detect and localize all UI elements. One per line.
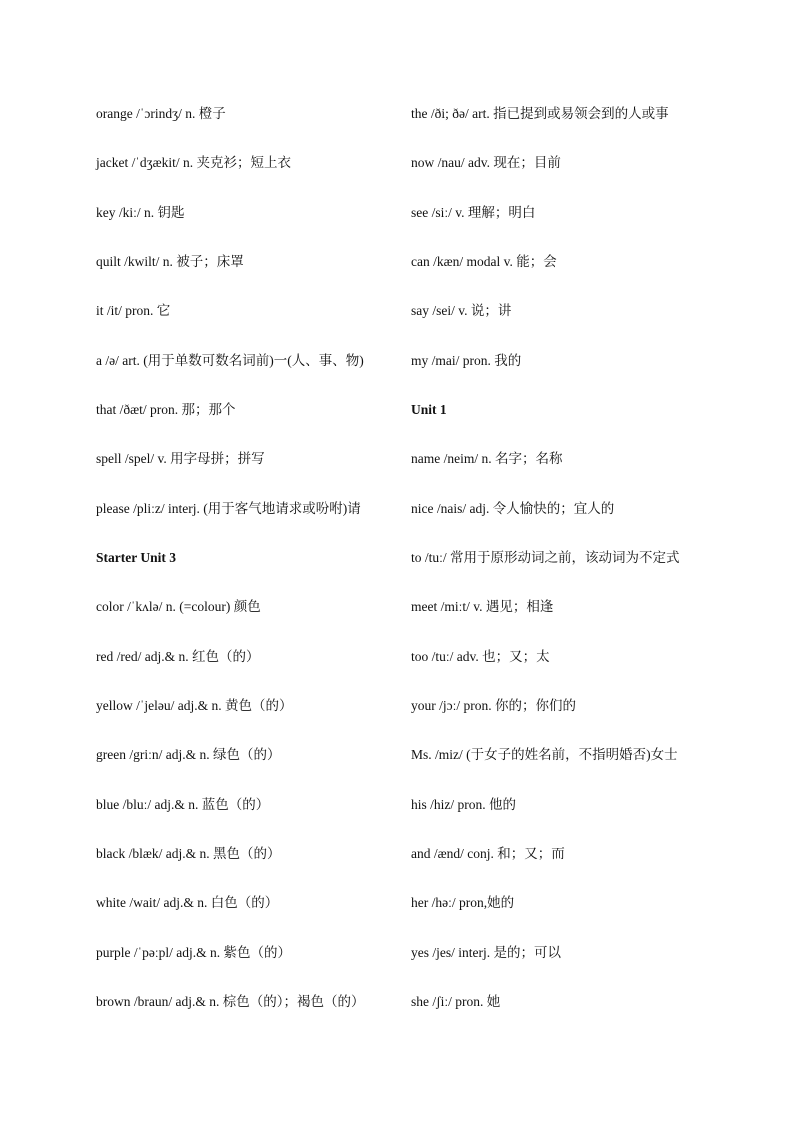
vocab-entry: please /pliːz/ interj. (用于客气地请求或吩咐)请 — [96, 500, 361, 516]
vocab-entry: her /həː/ pron,她的 — [411, 895, 515, 911]
vocab-entry: the /ði; ðə/ art. 指已提到或易领会到的人或事 — [411, 106, 669, 121]
vocab-entry: brown /braun/ adj.& n. 棕色（的）；褐色（的） — [96, 993, 365, 1009]
vocab-entry: red /red/ adj.& n. 红色（的） — [96, 648, 260, 664]
vocab-entry: green /griːn/ adj.& n. 绿色（的） — [96, 747, 281, 763]
left-column — [96, 104, 416, 1041]
vocab-entry: black /blæk/ adj.& n. 黑色（的） — [96, 845, 281, 861]
vocab-entry: nice /nais/ adj. 令人愉快的；宜人的 — [411, 500, 615, 516]
vocab-entry: she /ʃiː/ pron. 她 — [411, 993, 501, 1009]
section-heading: Starter Unit 3 — [96, 549, 176, 565]
vocab-entry: blue /bluː/ adj.& n. 蓝色（的） — [96, 796, 270, 812]
vocab-entry: now /nau/ adv. 现在；目前 — [411, 155, 561, 171]
vocab-entry: white /wait/ adj.& n. 白色（的） — [96, 895, 279, 911]
vocab-entry: say /sei/ v. 说；讲 — [411, 303, 512, 319]
vocab-entry: that /ðæt/ pron. 那；那个 — [96, 401, 236, 417]
vocab-entry: to /tuː/ 常用于原形动词之前，该动词为不定式 — [411, 549, 680, 565]
vocab-entry: too /tuː/ adv. 也；又；太 — [411, 648, 550, 664]
vocab-entry: a /ə/ art. (用于单数可数名词前)一(人、事、物) — [96, 352, 364, 368]
vocab-entry: orange /ˈɔrindʒ/ n. 橙子 — [96, 106, 226, 121]
vocab-entry: color /ˈkʌlə/ n. (=colour) 颜色 — [96, 599, 261, 615]
vocab-entry: see /siː/ v. 理解；明白 — [411, 204, 536, 220]
vocab-entry: spell /spel/ v. 用字母拼；拼写 — [96, 451, 265, 467]
vocab-entry: jacket /ˈdʒækit/ n. 夹克衫；短上衣 — [96, 155, 291, 171]
vocab-entry: quilt /kwilt/ n. 被子；床罩 — [96, 253, 244, 269]
vocab-entry: and /ænd/ conj. 和；又；而 — [411, 845, 565, 861]
vocab-entry: name /neim/ n. 名字；名称 — [411, 451, 563, 467]
vocab-entry: can /kæn/ modal v. 能；会 — [411, 253, 557, 269]
vocab-entry: my /mai/ pron. 我的 — [411, 352, 522, 368]
vocab-entry: key /kiː/ n. 钥匙 — [96, 204, 185, 220]
vocab-entry: your /jɔː/ pron. 你的；你们的 — [411, 697, 576, 713]
vocab-entry: yellow /ˈjeləu/ adj.& n. 黄色（的） — [96, 697, 293, 713]
vocab-entry: it /it/ pron. 它 — [96, 303, 171, 319]
section-heading: Unit 1 — [411, 401, 447, 417]
vocab-entry: purple /ˈpəːpl/ adj.& n. 紫色（的） — [96, 944, 291, 960]
right-column — [411, 104, 731, 1041]
vocab-entry: Ms. /miz/ (于女子的姓名前，不指明婚否)女士 — [411, 747, 678, 763]
vocab-entry: meet /miːt/ v. 遇见；相逢 — [411, 599, 554, 615]
vocab-entry: his /hiz/ pron. 他的 — [411, 796, 516, 812]
vocab-entry: yes /jes/ interj. 是的；可以 — [411, 944, 561, 960]
